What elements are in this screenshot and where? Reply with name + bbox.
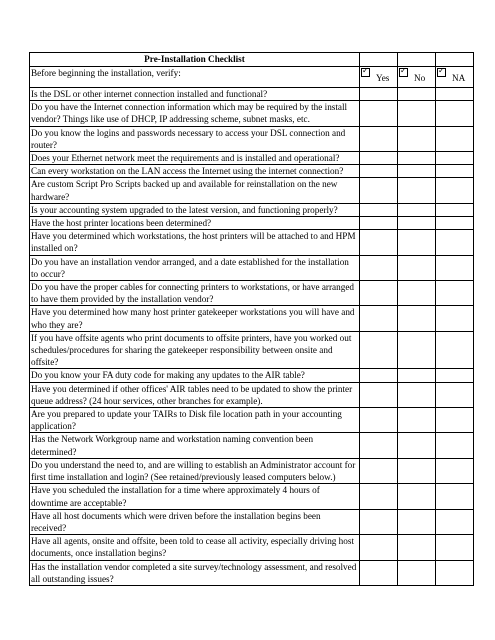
answer-cell-na[interactable] — [436, 331, 474, 369]
answer-cell-no[interactable] — [398, 152, 436, 165]
answer-cell-no[interactable] — [398, 331, 436, 369]
answer-cell-no[interactable] — [398, 484, 436, 509]
answer-cell-yes[interactable] — [360, 178, 398, 203]
answer-cell-no[interactable] — [398, 433, 436, 458]
answer-cell-yes[interactable] — [360, 408, 398, 433]
checklist-row — [30, 509, 474, 534]
answer-cell-no[interactable] — [398, 509, 436, 534]
question-text: Have the host printer locations been determined? — [30, 217, 360, 230]
checklist-row — [30, 369, 474, 382]
answer-cell-yes[interactable] — [360, 560, 398, 585]
question-text: Have all agents, onsite and offsite, been told to cease all activity, especially driving host documents, once installation begins? — [30, 535, 360, 560]
answer-cell-na[interactable] — [436, 535, 474, 560]
answer-cell-na[interactable] — [436, 369, 474, 382]
answer-cell-na[interactable] — [436, 484, 474, 509]
checklist-row — [30, 331, 474, 369]
answer-cell-yes[interactable] — [360, 535, 398, 560]
answer-cell-na[interactable] — [436, 255, 474, 280]
answer-cell-yes[interactable] — [360, 509, 398, 534]
question-text: Have you determined if other offices' AIR tables need to be updated to show the printer queue address? (24 hour services, other branches for example). — [30, 382, 360, 407]
answer-cell-yes[interactable] — [360, 165, 398, 178]
answer-cell-na[interactable] — [436, 382, 474, 407]
answer-cell-no[interactable] — [398, 230, 436, 255]
answer-cell-yes[interactable] — [360, 101, 398, 126]
answer-cell-yes[interactable] — [360, 306, 398, 331]
checklist-row — [30, 203, 474, 216]
column-header-no: ✓ No — [398, 67, 436, 88]
answer-cell-yes[interactable] — [360, 255, 398, 280]
answer-cell-yes[interactable] — [360, 88, 398, 101]
checklist-row — [30, 101, 474, 126]
checklist-row — [30, 560, 474, 585]
answer-cell-no[interactable] — [398, 306, 436, 331]
answer-cell-no[interactable] — [398, 255, 436, 280]
checkbox-checked-icon[interactable] — [399, 68, 408, 77]
answer-cell-no[interactable] — [398, 458, 436, 483]
question-text: Is your accounting system upgraded to the latest version, and functioning properly? — [30, 203, 360, 216]
answer-cell-no[interactable] — [398, 126, 436, 151]
answer-cell-na[interactable] — [436, 88, 474, 101]
question-text: Have you determined how many host printer gatekeeper workstations you will have and who they are? — [30, 306, 360, 331]
checklist-row — [30, 126, 474, 151]
question-text: Do you understand the need to, and are willing to establish an Administrator account for first time installation and login? (See retained/previously leased computers below.) — [30, 458, 360, 483]
answer-cell-yes[interactable] — [360, 203, 398, 216]
answer-cell-no[interactable] — [398, 408, 436, 433]
column-header-yes: ✓ Yes — [360, 67, 398, 88]
question-text: Do you have the Internet connection information which may be required by the install vendor? Things like use of DHCP, IP addressing scheme, subnet masks, etc. — [30, 101, 360, 126]
question-text: Do you know your FA duty code for making any updates to the AIR table? — [30, 369, 360, 382]
answer-cell-yes[interactable] — [360, 217, 398, 230]
answer-cell-yes[interactable] — [360, 331, 398, 369]
answer-cell-yes[interactable] — [360, 433, 398, 458]
question-text: Are you prepared to update your TAIRs to Disk file location path in your accounting application? — [30, 408, 360, 433]
answer-cell-na[interactable] — [436, 152, 474, 165]
answer-cell-no[interactable] — [398, 88, 436, 101]
question-text: Does your Ethernet network meet the requirements and is installed and operational? — [30, 152, 360, 165]
answer-cell-yes[interactable] — [360, 152, 398, 165]
answer-cell-yes[interactable] — [360, 382, 398, 407]
checklist-row — [30, 165, 474, 178]
answer-cell-no[interactable] — [398, 101, 436, 126]
question-text: Is the DSL or other internet connection installed and functional? — [30, 88, 360, 101]
answer-cell-yes[interactable] — [360, 484, 398, 509]
checklist-row — [30, 382, 474, 407]
checklist-row — [30, 484, 474, 509]
answer-cell-no[interactable] — [398, 203, 436, 216]
checklist-table — [29, 52, 474, 586]
answer-cell-na[interactable] — [436, 203, 474, 216]
question-text: If you have offsite agents who print documents to offsite printers, have you worked out schedules/procedures for sharing the gatekeeper responsibility between onsite and offsite? — [30, 331, 360, 369]
intro-row — [30, 67, 474, 88]
checklist-row — [30, 88, 474, 101]
checklist-row — [30, 433, 474, 458]
answer-cell-na[interactable] — [436, 126, 474, 151]
answer-cell-no[interactable] — [398, 217, 436, 230]
answer-cell-na[interactable] — [436, 281, 474, 306]
answer-cell-no[interactable] — [398, 165, 436, 178]
answer-cell-na[interactable] — [436, 217, 474, 230]
answer-cell-no[interactable] — [398, 382, 436, 407]
question-text: Have you determined which workstations, the host printers will be attached to and HPM installed on? — [30, 230, 360, 255]
checklist-row — [30, 152, 474, 165]
checklist-row — [30, 306, 474, 331]
question-text: Do you have the proper cables for connecting printers to workstations, or have arranged to have them provided by the installation vendor? — [30, 281, 360, 306]
answer-cell-yes[interactable] — [360, 281, 398, 306]
answer-cell-na[interactable] — [436, 101, 474, 126]
question-text: Do you have an installation vendor arranged, and a date established for the installation to occur? — [30, 255, 360, 280]
question-text: Are custom Script Pro Scripts backed up and available for reinstallation on the new hardware? — [30, 178, 360, 203]
answer-cell-na[interactable] — [436, 433, 474, 458]
answer-cell-na[interactable] — [436, 165, 474, 178]
column-header-na: ✓ NA — [436, 67, 474, 88]
checklist-row — [30, 230, 474, 255]
question-text: Can every workstation on the LAN access the Internet using the internet connection? — [30, 165, 360, 178]
checklist-row — [30, 178, 474, 203]
question-text: Has the Network Workgroup name and workstation naming convention been determined? — [30, 433, 360, 458]
answer-cell-yes[interactable] — [360, 458, 398, 483]
question-text: Have all host documents which were driven before the installation begins been received? — [30, 509, 360, 534]
answer-cell-na[interactable] — [436, 509, 474, 534]
checklist-title: Pre-Installation Checklist — [30, 53, 360, 67]
checklist-row — [30, 281, 474, 306]
intro-text: Before beginning the installation, verify: — [30, 67, 360, 88]
checkbox-checked-icon[interactable] — [437, 68, 446, 77]
answer-cell-no[interactable] — [398, 535, 436, 560]
answer-cell-na[interactable] — [436, 408, 474, 433]
checkbox-checked-icon[interactable] — [361, 68, 370, 77]
pre-installation-checklist — [29, 52, 468, 586]
question-text: Has the installation vendor completed a site survey/technology assessment, and resolved all outstanding issues? — [30, 560, 360, 585]
answer-cell-yes[interactable] — [360, 126, 398, 151]
checklist-row — [30, 217, 474, 230]
answer-cell-na[interactable] — [436, 306, 474, 331]
answer-cell-no[interactable] — [398, 369, 436, 382]
answer-cell-na[interactable] — [436, 230, 474, 255]
checklist-row — [30, 535, 474, 560]
answer-cell-no[interactable] — [398, 560, 436, 585]
checklist-row — [30, 458, 474, 483]
answer-cell-na[interactable] — [436, 178, 474, 203]
answer-cell-yes[interactable] — [360, 369, 398, 382]
answer-cell-na[interactable] — [436, 560, 474, 585]
answer-cell-no[interactable] — [398, 178, 436, 203]
checklist-row — [30, 255, 474, 280]
answer-cell-na[interactable] — [436, 458, 474, 483]
answer-cell-yes[interactable] — [360, 230, 398, 255]
title-row — [30, 53, 474, 67]
question-text: Have you scheduled the installation for a time where approximately 4 hours of downtime are acceptable? — [30, 484, 360, 509]
question-text: Do you know the logins and passwords necessary to access your DSL connection and router? — [30, 126, 360, 151]
checklist-row — [30, 408, 474, 433]
answer-cell-no[interactable] — [398, 281, 436, 306]
